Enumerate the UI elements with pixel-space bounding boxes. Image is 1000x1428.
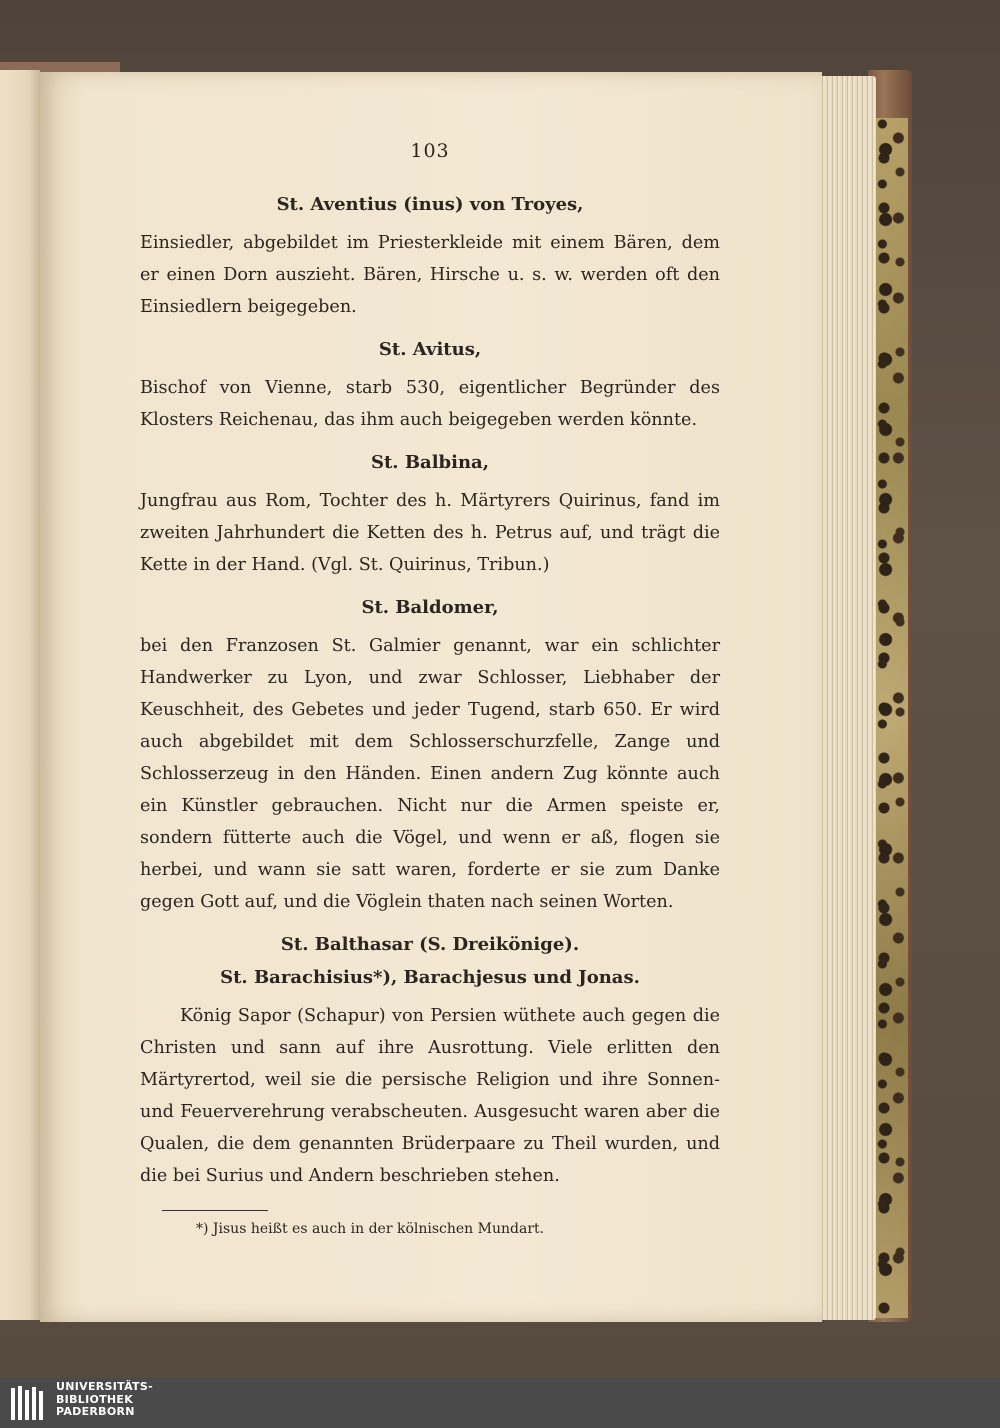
library-name-line: PADERBORN xyxy=(56,1405,135,1418)
library-logo-icon xyxy=(8,1382,50,1424)
page-text xyxy=(140,140,720,1237)
page-number: 103 xyxy=(410,140,450,162)
footnote: *) Jisus heißt es auch in der kölnischen Mundart. xyxy=(196,1221,545,1237)
entry-paragraph: König Sapor (Schapur) von Persien wüthete auch gegen die Christen und sann auf ihre Ausrottung. Viele erlitten den Märtyrertod, weil sie die persische Religion und ihre Sonnen- und Feuerverehrung verabscheuten. Ausgesucht waren aber die Qualen, die dem genannten Brüderpaare zu Theil wurden, und die bei Surius und Andern beschrieben stehen. xyxy=(140,1006,720,1186)
entry-paragraph: Bischof von Vienne, starb 530, eigentlicher Begründer des Klosters Reichenau, das ihm auch beigegeben werden könnte. xyxy=(140,378,720,430)
marbled-page-edge xyxy=(876,118,908,1318)
library-name-line: UNIVERSITÄTS- xyxy=(56,1380,153,1393)
entry-heading: St. Barachisius*), Barachjesus und Jonas. xyxy=(220,967,640,988)
library-name xyxy=(56,1378,153,1419)
page-edges xyxy=(820,76,876,1320)
entry-heading: St. Balbina, xyxy=(370,452,489,473)
entry-heading: St. Balthasar (S. Dreikönige). xyxy=(280,934,580,955)
footnote-rule xyxy=(162,1210,268,1211)
entry-paragraph: Jungfrau aus Rom, Tochter des h. Märtyrers Quirinus, fand im zweiten Jahrhundert die Ketten des h. Petrus auf, und trägt die Kette in der Hand. (Vgl. St. Quirinus, Tribun.) xyxy=(140,491,720,575)
library-name-line: BIBLIOTHEK xyxy=(56,1392,134,1406)
entry-heading: St. Avitus, xyxy=(378,339,482,360)
entry-heading: St. Baldomer, xyxy=(361,597,499,618)
entry-heading: St. Aventius (inus) von Troyes, xyxy=(276,194,584,215)
left-page xyxy=(0,70,40,1320)
entry-paragraph: bei den Franzosen St. Galmier genannt, war ein schlichter Handwerker zu Lyon, und zwar Schlosser, Liebhaber der Keuschheit, des Gebetes und jeder Tugend, starb 650. Er wird auch abgebildet mit dem Schlosserschurzfelle, Zange und Schlosserzeug in den Händen. Einen andern Zug könnte auch ein Künstler gebrauchen. Nicht nur die Armen speiste er, sondern fütterte auch die Vögel, und wenn er aß, flogen sie herbei, und wann sie satt waren, forderte er sie zum Danke gegen Gott auf, und die Vöglein thaten nach seinen Worten. xyxy=(140,636,720,912)
entry-paragraph: Einsiedler, abgebildet im Priesterkleide mit einem Bären, dem er einen Dorn auszieht. Bären, Hirsche u. s. w. werden oft den Einsiedlern beigegeben. xyxy=(140,233,720,317)
